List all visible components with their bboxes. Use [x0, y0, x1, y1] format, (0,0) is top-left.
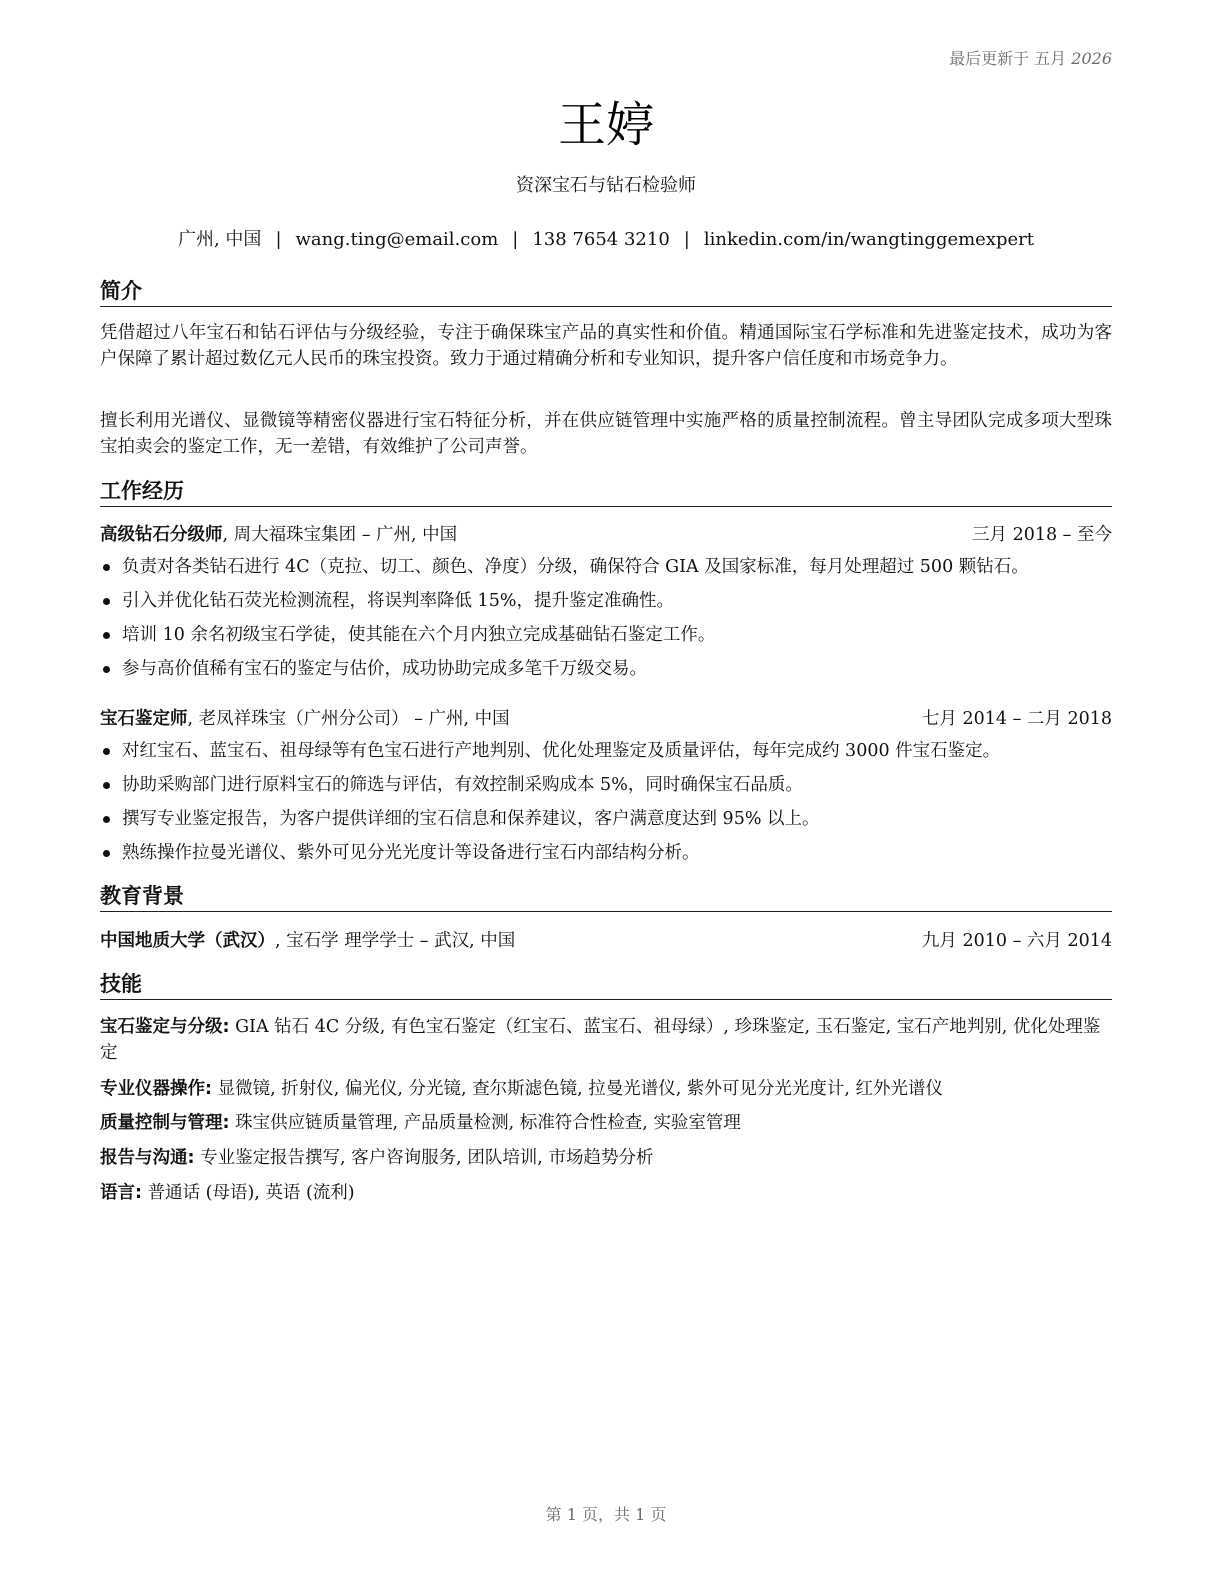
last-updated: 最后更新于 五月 2026: [949, 49, 1112, 68]
skill-row: [100, 1145, 1112, 1171]
contact-separator: |: [275, 229, 282, 250]
contact-email[interactable]: wang.ting@email.com: [295, 229, 499, 250]
candidate-name: 王婷: [557, 97, 654, 153]
contact-separator: |: [512, 229, 519, 250]
skill-label: 报告与沟通:: [100, 1148, 195, 1168]
list-item: 对红宝石、蓝宝石、祖母绿等有色宝石进行产地判别、优化处理鉴定及质量评估，每年完成约 3000 件宝石鉴定。: [100, 739, 1112, 773]
job-org: , 周大福珠宝集团 – 广州, 中国: [222, 525, 458, 545]
skill-row: [100, 1014, 1112, 1066]
summary-paragraph: 擅长利用光谱仪、显微镜等精密仪器进行宝石特征分析，并在供应链管理中实施严格的质量控制流程。曾主导团队完成多项大型珠宝拍卖会的鉴定工作，无一差错，有效维护了公司声誉。: [100, 411, 1112, 457]
skill-label: 质量控制与管理:: [100, 1113, 230, 1133]
education-detail: , 宝石学 理学学士 – 武汉, 中国: [275, 931, 516, 951]
skill-value: 专业鉴定报告撰写, 客户咨询服务, 团队培训, 市场趋势分析: [194, 1148, 654, 1168]
skill-row: [100, 1110, 1112, 1136]
section-title-education: 教育背景: [100, 883, 1112, 912]
job-role: 高级钻石分级师: [100, 525, 223, 545]
contact-location: 广州, 中国: [177, 229, 262, 250]
skill-value: 普通话 (母语), 英语 (流利): [142, 1183, 355, 1203]
contact-separator: |: [683, 229, 690, 250]
list-item: 熟练操作拉曼光谱仪、紫外可见分光光度计等设备进行宝石内部结构分析。: [100, 841, 1112, 875]
candidate-headline: 资深宝石与钻石检验师: [516, 175, 696, 196]
list-item: 引入并优化钻石荧光检测流程，将误判率降低 15%，提升鉴定准确性。: [100, 589, 1112, 623]
job-dates: 七月 2014 – 二月 2018: [921, 709, 1112, 729]
job-org: , 老凤祥珠宝（广州分公司） – 广州, 中国: [187, 709, 510, 729]
list-item: 负责对各类钻石进行 4C（克拉、切工、颜色、净度）分级，确保符合 GIA 及国家标准，每月处理超过 500 颗钻石。: [100, 555, 1112, 589]
job-bullets: [100, 555, 1112, 691]
skill-row: [100, 1076, 1112, 1102]
contact-linkedin[interactable]: linkedin.com/in/wangtinggemexpert: [703, 229, 1035, 250]
job-header: [100, 707, 1112, 731]
list-item: 参与高价值稀有宝石的鉴定与估价，成功协助完成多笔千万级交易。: [100, 657, 1112, 691]
contact-line: [100, 225, 1112, 251]
list-item: 撰写专业鉴定报告，为客户提供详细的宝石信息和保养建议，客户满意度达到 95% 以上。: [100, 807, 1112, 841]
contact-phone: 138 7654 3210: [532, 229, 670, 250]
job-role: 宝石鉴定师: [100, 709, 188, 729]
education-school: 中国地质大学（武汉）: [100, 931, 275, 951]
skill-value: GIA 钻石 4C 分级, 有色宝石鉴定（红宝石、蓝宝石、祖母绿）, 珍珠鉴定, 玉石鉴定, 宝石产地判别, 优化处理鉴定: [100, 1017, 1101, 1063]
last-updated-year: 2026: [1071, 49, 1112, 68]
skill-value: 珠宝供应链质量管理, 产品质量检测, 标准符合性检查, 实验室管理: [229, 1113, 741, 1133]
education-dates: 九月 2010 – 六月 2014: [921, 931, 1112, 951]
skill-label: 专业仪器操作:: [100, 1079, 212, 1099]
section-title-skills: 技能: [100, 971, 1112, 1000]
skill-value: 显微镜, 折射仪, 偏光仪, 分光镜, 查尔斯滤色镜, 拉曼光谱仪, 紫外可见分光光度计, 红外光谱仪: [212, 1079, 943, 1099]
list-item: 培训 10 余名初级宝石学徒，使其能在六个月内独立完成基础钻石鉴定工作。: [100, 623, 1112, 657]
resume-page: [100, 0, 1112, 1584]
list-item: 协助采购部门进行原料宝石的筛选与评估，有效控制采购成本 5%，同时确保宝石品质。: [100, 773, 1112, 807]
summary-paragraph: 凭借超过八年宝石和钻石评估与分级经验，专注于确保珠宝产品的真实性和价值。精通国际宝石学标准和先进鉴定技术，成功为客户保障了累计超过数亿元人民币的珠宝投资。致力于通过精确分析和专业知识，提升客户信任度和市场竞争力。: [100, 323, 1112, 369]
section-title-summary: 简介: [100, 278, 1112, 307]
skill-label: 语言:: [100, 1183, 142, 1203]
section-title-experience: 工作经历: [100, 478, 1112, 507]
job-dates: 三月 2018 – 至今: [972, 525, 1112, 545]
page-number: 第 1 页，共 1 页: [545, 1505, 667, 1524]
job-bullets: [100, 739, 1112, 875]
job-header: [100, 523, 1112, 547]
skill-row: [100, 1180, 1112, 1206]
skill-label: 宝石鉴定与分级:: [100, 1017, 230, 1037]
education-header: [100, 929, 1112, 953]
